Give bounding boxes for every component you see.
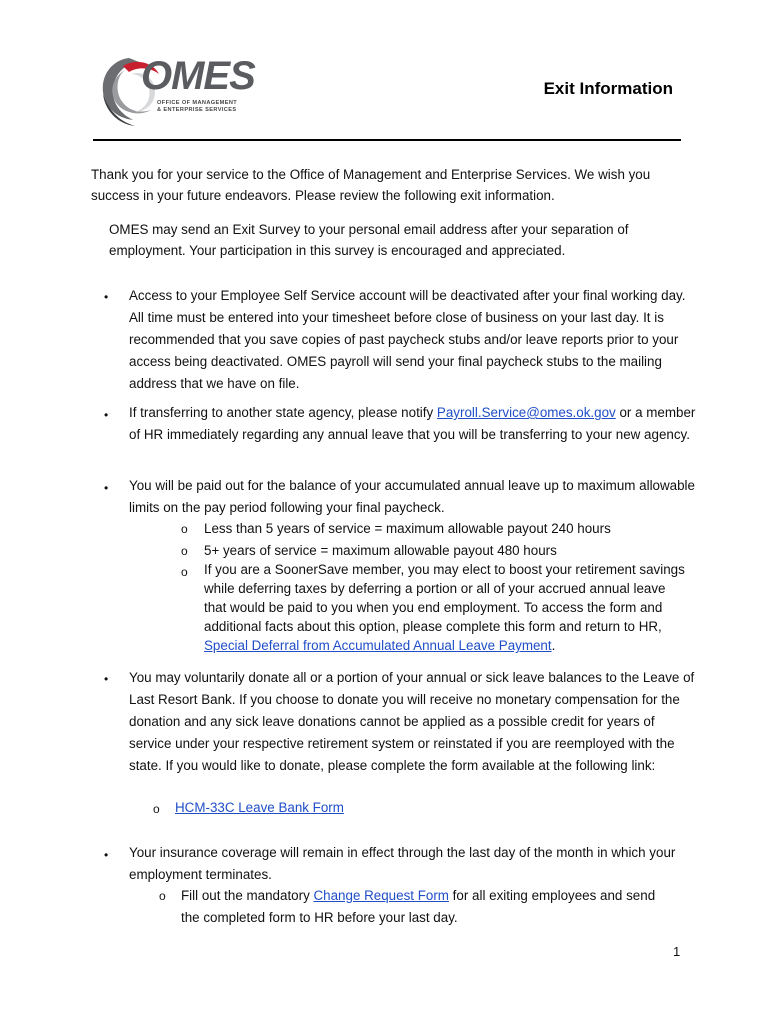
bullet-marker: •: [104, 672, 109, 686]
change-request-form-link[interactable]: Change Request Form: [313, 888, 449, 903]
header-divider: [93, 139, 681, 141]
intro-paragraph: Thank you for your service to the Office of Management and Enterprise Services. We wish you success in your future endeavors. Please review the following exit information.: [91, 167, 651, 203]
sub-bullet-marker: o: [159, 889, 166, 903]
bullet-marker: •: [104, 408, 109, 422]
page-number: 1: [673, 944, 681, 959]
logo-subtitle-line2: & ENTERPRISE SERVICES: [157, 107, 237, 113]
soonersave-deferral: [204, 560, 690, 655]
logo-subtitle-line1: OFFICE OF MANAGEMENT: [157, 100, 238, 106]
sub-bullet-marker: o: [181, 522, 188, 536]
bullet-ess-access: Access to your Employee Self Service account will be deactivated after your final working day. All time must be entered into your timesheet before close of business on your last day. It is recommended that you save copies of past paycheck stubs and/or leave reports prior to your access being deactivated. OMES payroll will send your final paycheck stubs to the mailing address that we have on file.: [129, 288, 686, 391]
change-request-text-end: for all exiting employees and send the completed form to HR before your last day.: [181, 888, 656, 925]
sub-bullet-marker: o: [181, 544, 188, 558]
bullet-annual-leave-payout: You will be paid out for the balance of your accumulated annual leave up to maximum allowable limits on the pay period following your final paycheck.: [129, 478, 695, 515]
soonersave-text-end: .: [551, 638, 556, 653]
payout-over-5-years: 5+ years of service = maximum allowable payout 480 hours: [204, 543, 557, 558]
bullet-transfer-text-end: or a member of HR immediately regarding any annual leave that you will be transferring to your new agency.: [129, 405, 696, 442]
bullet-insurance: Your insurance coverage will remain in effect through the last day of the month in which your employment terminates.: [129, 845, 676, 882]
page-title: Exit Information: [543, 79, 673, 98]
special-deferral-link[interactable]: Special Deferral from Accumulated Annual Leave Payment: [204, 638, 552, 653]
change-request-text: Fill out the mandatory: [181, 888, 314, 903]
sub-bullet-marker: o: [153, 802, 160, 816]
soonersave-text: If you are a SoonerSave member, you may elect to boost your retirement savings while deferring taxes by deferring a portion or all of your accrued annual leave that would be paid to you when you end employment. To access the form and additional facts about this option, please complete this form and return to HR,: [204, 562, 685, 634]
omes-logo: [95, 50, 265, 130]
bullet-marker: •: [104, 481, 109, 495]
sub-bullet-marker: o: [181, 565, 188, 579]
change-request-instruction: [181, 885, 661, 929]
logo-wordmark: OMES: [141, 54, 255, 98]
bullet-marker: •: [104, 848, 109, 862]
bullet-transfer: [129, 402, 699, 446]
bullet-marker: •: [104, 290, 109, 304]
survey-paragraph: OMES may send an Exit Survey to your personal email address after your separation of employment. Your participation in this survey is encouraged and appreciated.: [109, 222, 629, 258]
bullet-transfer-text: If transferring to another state agency, please notify: [129, 405, 437, 420]
payroll-email-link[interactable]: Payroll.Service@omes.ok.gov: [436, 405, 616, 420]
leave-bank-form-link[interactable]: HCM-33C Leave Bank Form: [175, 800, 344, 815]
bullet-leave-donation: You may voluntarily donate all or a portion of your annual or sick leave balances to the Leave of Last Resort Bank. If you choose to donate you will receive no monetary compensation for the donation and any sick leave donations cannot be applied as a possible credit for years of service under your respective retirement system or reinstated if you are reemployed with the state. If you would like to donate, please complete the form available at the following link:: [129, 670, 695, 773]
payout-under-5-years: Less than 5 years of service = maximum allowable payout 240 hours: [204, 521, 611, 536]
